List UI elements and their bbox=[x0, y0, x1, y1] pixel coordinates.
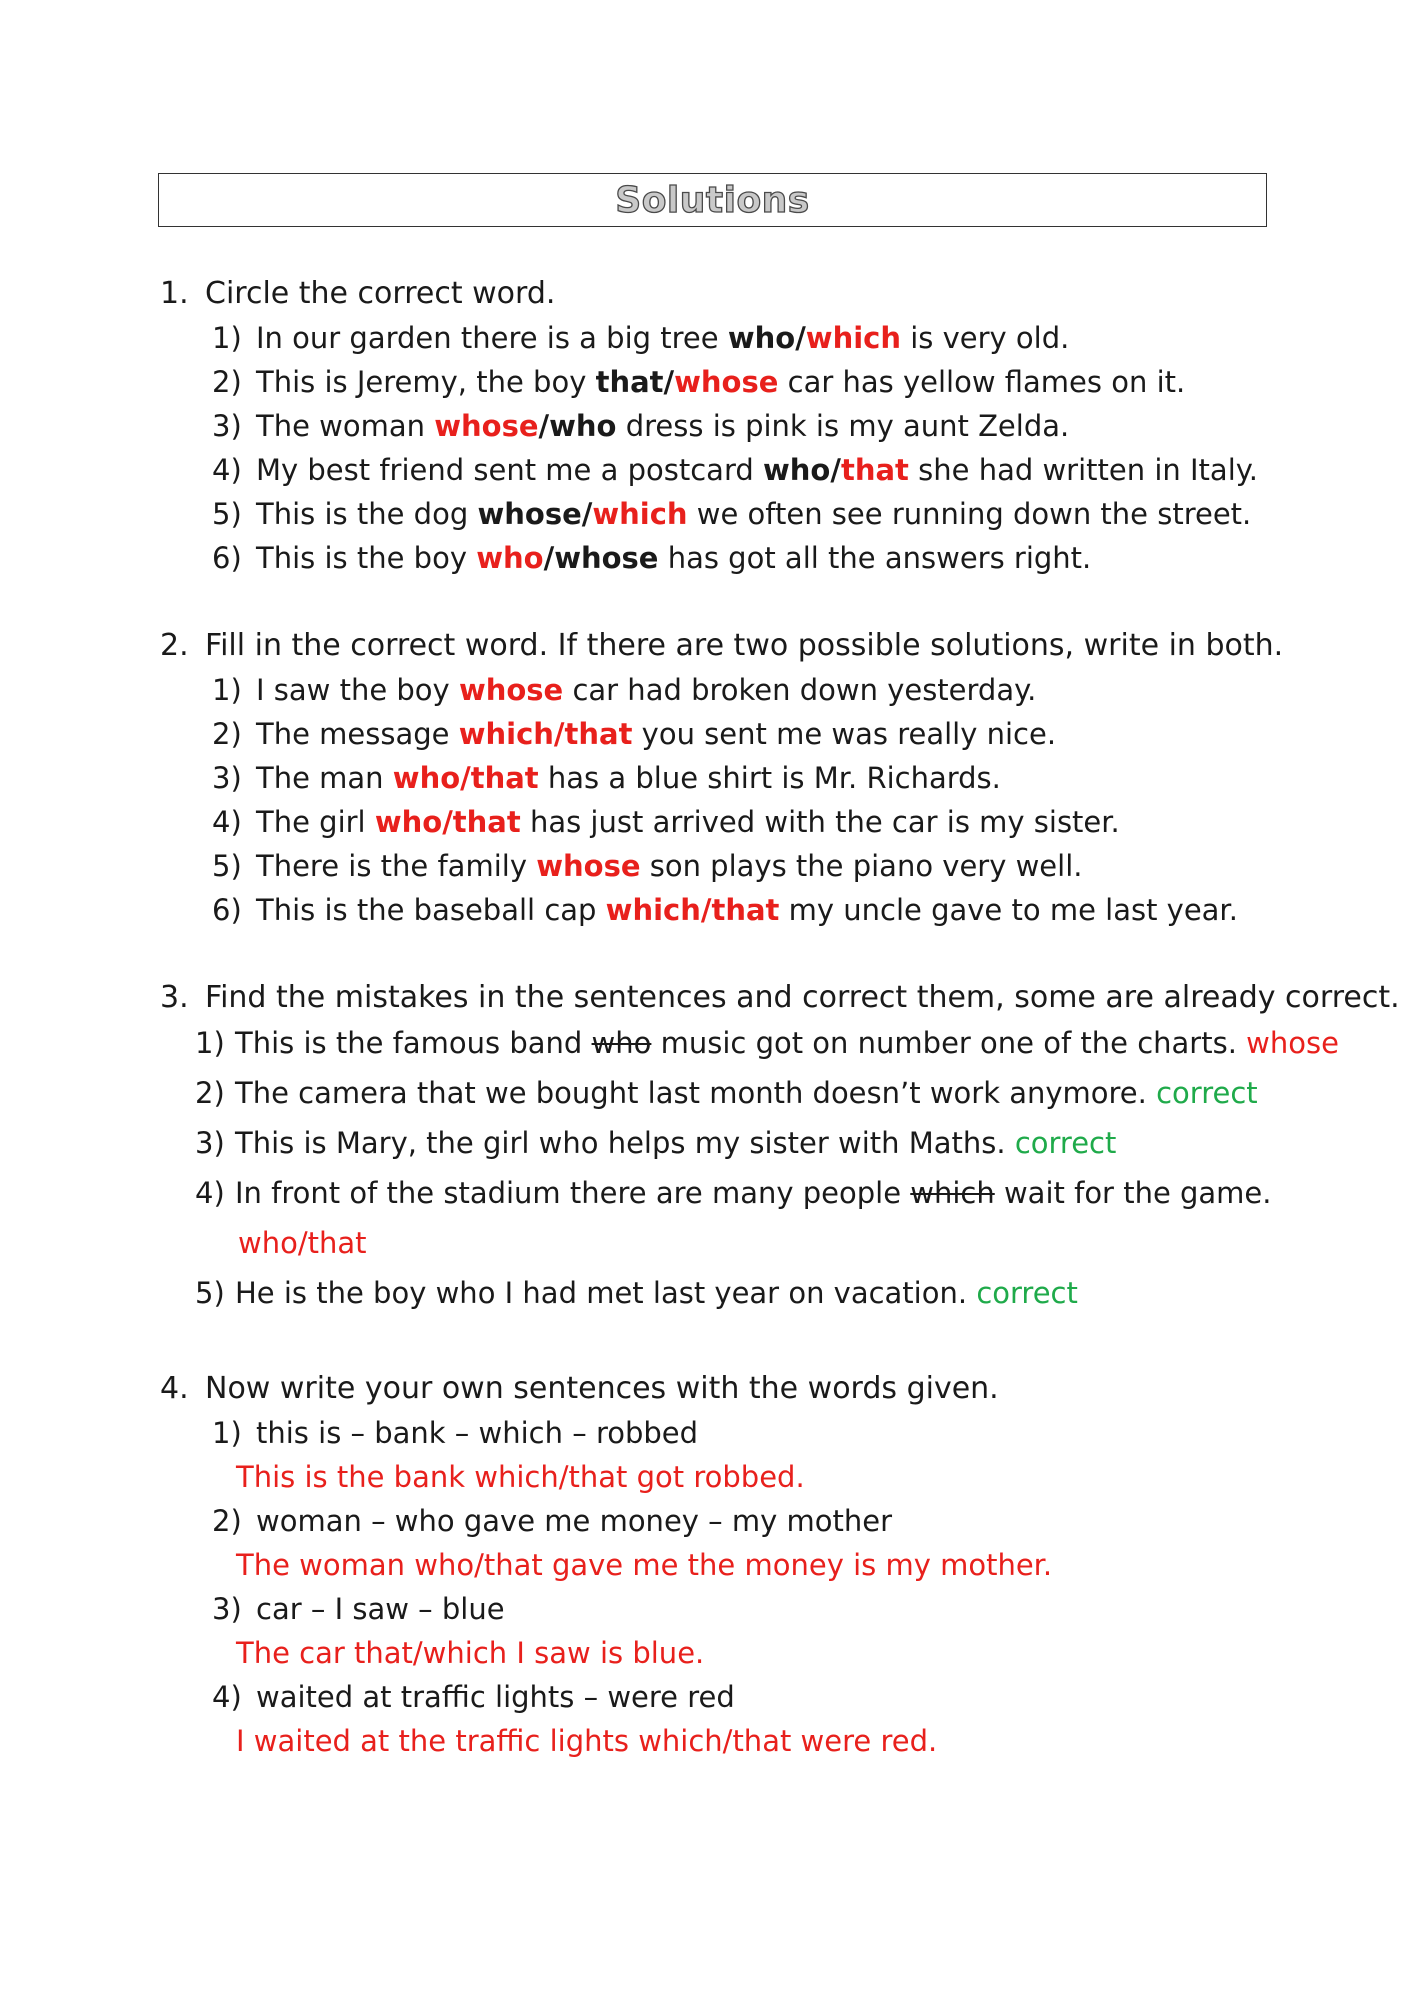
s3-item-2: 2) The camera that we bought last month doesn’t work anymore. correct bbox=[195, 1076, 1258, 1110]
s4-item-2-prompt: 2) woman – who gave me money – my mother bbox=[212, 1504, 893, 1538]
s2-item-5: 5) There is the family whose son plays the piano very well. bbox=[212, 849, 1083, 883]
s4-item-4-answer: I waited at the traffic lights which/that were red. bbox=[236, 1724, 938, 1758]
s3-item-4: 4) In front of the stadium there are many people which wait for the game. bbox=[195, 1176, 1272, 1210]
s2-item-6: 6) This is the baseball cap which/that my uncle gave to me last year. bbox=[212, 893, 1238, 927]
s1-item-5: 5) This is the dog whose/which we often see running down the street. bbox=[212, 497, 1252, 531]
s1-item-3: 3) The woman whose/who dress is pink is my aunt Zelda. bbox=[212, 409, 1070, 443]
page-title: Solutions bbox=[615, 179, 810, 221]
s4-item-1-prompt: 1) this is – bank – which – robbed bbox=[212, 1416, 699, 1450]
section-1-heading: 1. Circle the correct word. bbox=[160, 276, 556, 311]
s1-item-6: 6) This is the boy who/whose has got all the answers right. bbox=[212, 541, 1092, 575]
s4-item-3-answer: The car that/which I saw is blue. bbox=[236, 1636, 705, 1670]
s2-item-2: 2) The message which/that you sent me was really nice. bbox=[212, 717, 1057, 751]
s2-item-4: 4) The girl who/that has just arrived with the car is my sister. bbox=[212, 805, 1120, 839]
section-2-heading: 2. Fill in the correct word. If there are two possible solutions, write in both. bbox=[160, 628, 1284, 663]
s2-item-1: 1) I saw the boy whose car had broken down yesterday. bbox=[212, 673, 1037, 707]
section-3-heading: 3. Find the mistakes in the sentences and correct them, some are already correct. bbox=[160, 980, 1400, 1015]
s3-item-4-fix: who/that bbox=[238, 1226, 367, 1260]
s3-item-1: 1) This is the famous band who music got on number one of the charts. whose bbox=[195, 1026, 1339, 1060]
title-box bbox=[158, 173, 1267, 227]
s4-item-4-prompt: 4) waited at traffic lights – were red bbox=[212, 1680, 735, 1714]
s1-item-1: 1) In our garden there is a big tree who/which is very old. bbox=[212, 321, 1070, 355]
s3-item-3: 3) This is Mary, the girl who helps my sister with Maths. correct bbox=[195, 1126, 1117, 1160]
s4-item-3-prompt: 3) car – I saw – blue bbox=[212, 1592, 505, 1626]
s1-item-2: 2) This is Jeremy, the boy that/whose car has yellow flames on it. bbox=[212, 365, 1186, 399]
s1-item-4: 4) My best friend sent me a postcard who/that she had written in Italy. bbox=[212, 453, 1258, 487]
s4-item-2-answer: The woman who/that gave me the money is my mother. bbox=[236, 1548, 1053, 1582]
section-4-heading: 4. Now write your own sentences with the words given. bbox=[160, 1371, 999, 1406]
s4-item-1-answer: This is the bank which/that got robbed. bbox=[236, 1460, 805, 1494]
s2-item-3: 3) The man who/that has a blue shirt is Mr. Richards. bbox=[212, 761, 1001, 795]
s3-item-5: 5) He is the boy who I had met last year on vacation. correct bbox=[195, 1276, 1078, 1310]
